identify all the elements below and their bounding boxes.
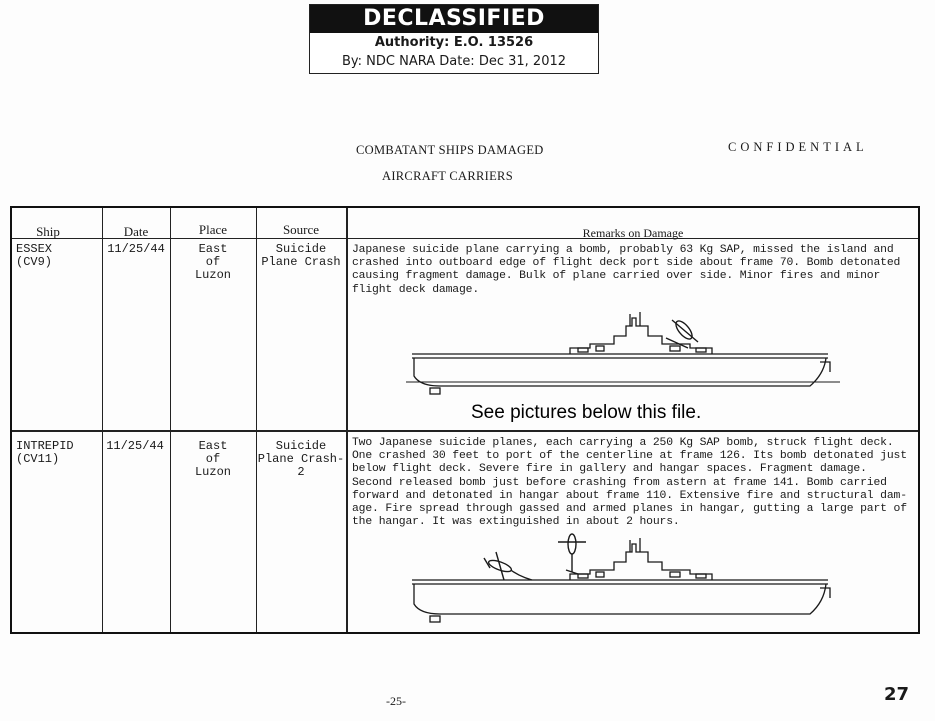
column-divider (256, 208, 257, 632)
column-header-source: Source (282, 222, 320, 237)
column-header-remarks: Remarks on Damage (582, 226, 684, 240)
column-header-place: Place (198, 222, 228, 237)
declassified-stamp (309, 4, 599, 74)
source-cell: Suicide Plane Crash- 2 (257, 439, 345, 479)
page-number-right: 27 (884, 684, 910, 705)
column-divider (346, 208, 348, 632)
remarks-cell: Japanese suicide plane carrying a bomb, probably 63 Kg SAP, missed the island and crashed into outboard edge of flight deck port side about frame 70. Bomb detonated causing fragment damage. Bulk of plane carried over side. Minor fires and minor flight deck damage. (352, 244, 901, 296)
page-number-center: -25- (386, 694, 406, 708)
date-cell: 11/25/44 (107, 242, 165, 256)
classification-label: CONFIDENTIAL (728, 140, 868, 154)
column-header-ship: Ship (36, 224, 60, 239)
stamp-by-line: By: NDC NARA Date: Dec 31, 2012 (341, 54, 567, 69)
stamp-authority: Authority: E.O. 13526 (374, 35, 534, 50)
remarks-cell: Two Japanese suicide planes, each carrying a 250 Kg SAP bomb, struck flight deck. One crashed 30 feet to port of the centerline at frame 126. Its bomb detonated just below flight deck. Severe fire in gallery and hangar spaces. Fragment damage. Second released bomb just before crashing from astern at frame 141. Bomb carried forward and detonated in hangar about frame 110. Extensive fire and structural dam- age. Fire spread through gassed and armed planes in hangar, gutting a large part of the hangar. It was extinguished in about 2 hours. (352, 437, 907, 529)
essex-damage-diagram (400, 312, 850, 392)
place-cell: East of Luzon (194, 242, 231, 282)
stamp-title: DECLASSIFIED (310, 5, 598, 33)
row-divider (12, 430, 918, 432)
intrepid-damage-diagram (400, 530, 850, 620)
ship-cell: ESSEX (CV9) (16, 242, 53, 269)
source-cell: Suicide Plane Crash (261, 242, 341, 269)
column-divider (102, 208, 103, 632)
document-subtitle: AIRCRAFT CARRIERS (382, 169, 513, 183)
date-cell: 11/25/44 (106, 439, 164, 453)
note-text: See pictures below this file. (471, 402, 702, 423)
ship-cell: INTREPID (CV11) (16, 439, 74, 466)
column-header-date: Date (123, 224, 149, 239)
place-cell: East of Luzon (194, 439, 231, 479)
document-title: COMBATANT SHIPS DAMAGED (356, 143, 544, 157)
